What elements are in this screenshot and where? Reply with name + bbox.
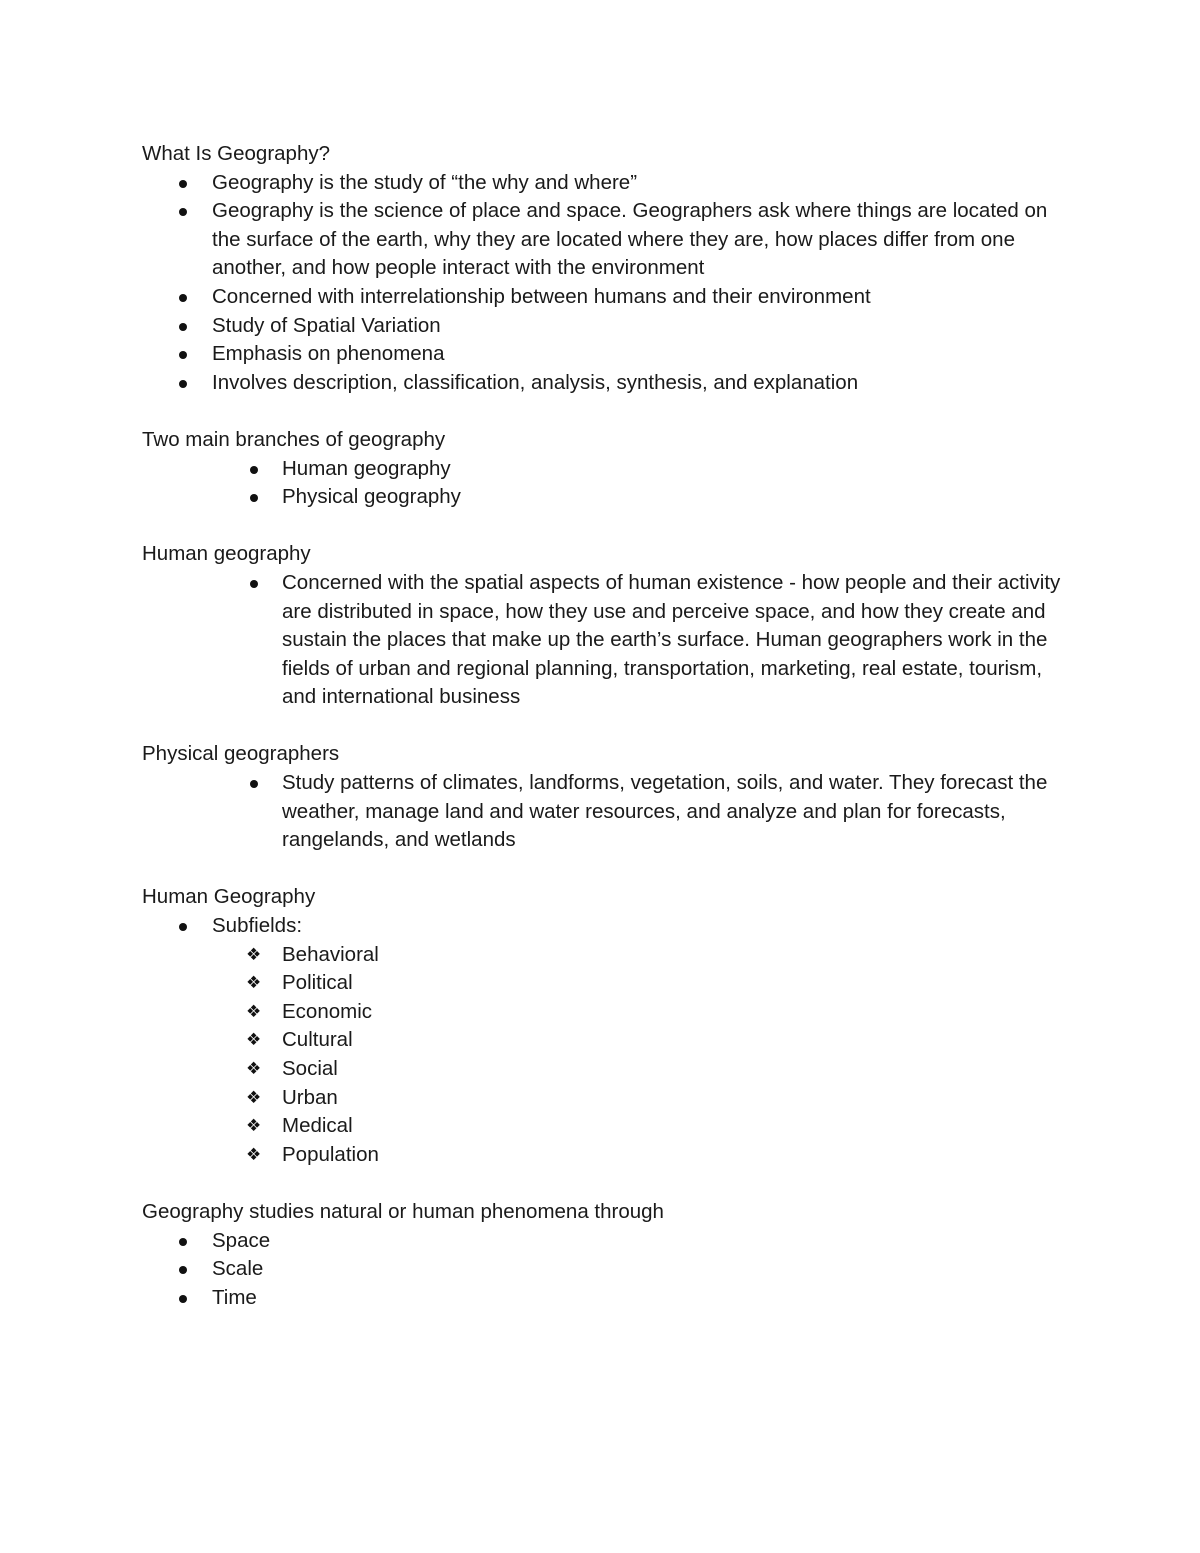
subfield-text: Urban: [282, 1085, 338, 1109]
diamond-bullet-icon: ❖: [246, 1087, 262, 1108]
list-item: [142, 197, 1072, 283]
bullet-list: [142, 1227, 1072, 1313]
bullet-list: [142, 169, 1072, 398]
diamond-bullet-icon: ❖: [246, 944, 262, 965]
subfield-list: [142, 941, 1072, 1170]
section-heading: Human geography: [142, 542, 311, 566]
bullet-list: [142, 569, 1072, 712]
bullet-icon: [179, 351, 187, 359]
list-item-text: Subfields:: [212, 914, 303, 938]
list-item: [142, 1255, 1072, 1284]
list-item-text: Emphasis on phenomena: [212, 342, 445, 366]
document-page: [142, 140, 1072, 1341]
list-item-text: Study of Spatial Variation: [212, 313, 441, 337]
list-item-text: Involves description, classification, analysis, synthesis, and explanation: [212, 370, 859, 394]
section-heading: What Is Geography?: [142, 142, 331, 165]
subfield-item: [142, 998, 1072, 1027]
section-physical-geographers: [142, 740, 1072, 854]
section-branches: [142, 426, 1072, 512]
list-item: [142, 1284, 1072, 1313]
subfield-item: [142, 1055, 1072, 1084]
bullet-list: [142, 912, 1072, 1169]
subfield-text: Behavioral: [282, 942, 379, 966]
bullet-icon: [250, 580, 258, 588]
list-item: [142, 312, 1072, 341]
list-item-text: Geography is the science of place and space. Geographers ask where things are located on the surface of the earth, why they are located where they are, how places differ from one another, and how people interact with the environment: [212, 199, 1048, 280]
list-item: [142, 569, 1072, 712]
list-item: [142, 455, 1072, 484]
section-what-is-geography: [142, 140, 1072, 397]
section-human-geography-subfields: [142, 883, 1072, 1169]
diamond-bullet-icon: ❖: [246, 1116, 262, 1137]
list-item: [142, 1227, 1072, 1256]
diamond-bullet-icon: ❖: [246, 1030, 262, 1051]
subfield-item: [142, 1026, 1072, 1055]
bullet-icon: [179, 323, 187, 331]
subfield-text: Population: [282, 1142, 379, 1166]
list-item-text: Concerned with the spatial aspects of human existence - how people and their activity are distributed in space, how they use and perceive space, and how they create and sustain the places that make up the earth’s surface. Human geographers work in the fields of urban and regional planning, transportation, marketing, real estate, tourism, and international business: [282, 570, 1061, 709]
diamond-bullet-icon: ❖: [246, 1144, 262, 1165]
subfield-text: Cultural: [282, 1028, 353, 1052]
list-item: [142, 369, 1072, 398]
bullet-icon: [179, 180, 187, 188]
section-heading: Human Geography: [142, 885, 316, 909]
section-human-geography: [142, 540, 1072, 712]
list-item-text: Time: [212, 1285, 257, 1309]
bullet-list: [142, 455, 1072, 512]
list-item-text: Space: [212, 1228, 271, 1252]
bullet-icon: [250, 780, 258, 788]
list-item: [142, 912, 1072, 1169]
bullet-icon: [179, 380, 187, 388]
section-phenomena-through: [142, 1198, 1072, 1312]
list-item-text: Concerned with interrelationship between humans and their environment: [212, 284, 871, 308]
subfield-item: [142, 1084, 1072, 1113]
bullet-icon: [250, 466, 258, 474]
list-item-text: Physical geography: [282, 485, 461, 509]
list-item-text: Human geography: [282, 456, 451, 480]
subfield-item: [142, 1112, 1072, 1141]
list-item: [142, 283, 1072, 312]
section-heading: Geography studies natural or human phenomena through: [142, 1199, 664, 1223]
subfield-item: [142, 1141, 1072, 1170]
list-item: [142, 340, 1072, 369]
bullet-icon: [179, 208, 187, 216]
diamond-bullet-icon: ❖: [246, 1059, 262, 1079]
list-item: [142, 769, 1072, 855]
list-item: [142, 483, 1072, 512]
list-item: [142, 169, 1072, 198]
subfield-item: [142, 941, 1072, 970]
bullet-icon: [179, 1266, 187, 1274]
list-item-text: Geography is the study of “the why and where”: [212, 170, 638, 194]
diamond-bullet-icon: ❖: [246, 973, 262, 994]
subfield-text: Economic: [282, 999, 373, 1023]
subfield-text: Social: [282, 1057, 338, 1080]
bullet-icon: [179, 1295, 187, 1303]
bullet-icon: [250, 494, 258, 502]
bullet-icon: [179, 923, 187, 931]
subfield-item: [142, 969, 1072, 998]
bullet-icon: [179, 294, 187, 302]
section-heading: Physical geographers: [142, 742, 340, 766]
subfield-text: Medical: [282, 1114, 353, 1138]
diamond-bullet-icon: ❖: [246, 1001, 262, 1022]
section-heading: Two main branches of geography: [142, 427, 446, 451]
subfield-text: Political: [282, 971, 353, 995]
bullet-list: [142, 769, 1072, 855]
list-item-text: Scale: [212, 1257, 264, 1281]
bullet-icon: [179, 1238, 187, 1246]
list-item-text: Study patterns of climates, landforms, vegetation, soils, and water. They forecast the weather, manage land and water resources, and analyze and plan for forecasts, rangelands, and wetlands: [282, 771, 1048, 852]
